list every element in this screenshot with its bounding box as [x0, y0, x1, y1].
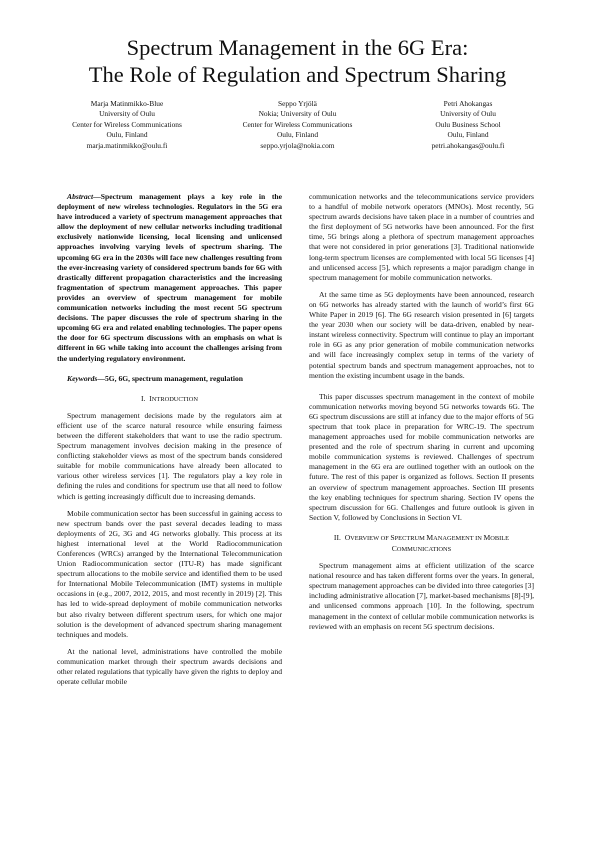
heading-letter: S — [390, 532, 395, 542]
author-affiliation: University of Oulu — [99, 109, 155, 119]
heading-text: VERVIEW OF — [350, 534, 391, 542]
keywords — [57, 374, 282, 384]
author-location: Oulu, Finland — [447, 130, 489, 140]
paragraph: Spectrum management aims at efficient utilization of the scarce national resource and has taken different forms over the years. In general, spectrum management approaches can be divided into three categories [3] including administrative allocation [7], market-based mechanisms [8]-[9], and unlicensed commons approach [10]. In the following, spectrum management in the context of cellular mobile communication networks is reviewed with an emphasis on recent 5G spectrum decisions. — [309, 561, 534, 631]
paragraph: Spectrum management decisions made by the regulators aim at efficient use of the scarce natural resource while ensuring fairness between the different stakeholders that want to use the radio spectrum. Spectrum management involves decision making in the presence of conflicting stakeholder views as most of the spectrum bands considered suitable for mobile communications have already been allocated to various other wireless services [1]. The regulators play a key role in defining the rules and conditions for spectrum use that all need to follow which is getting increasingly difficult due to increasing demands. — [57, 410, 282, 501]
author-3 — [383, 99, 553, 151]
paragraph: At the same time as 5G deployments have been announced, research on 6G networks has already started with the launch of world’s first 6G White Paper in 2019 [6]. The 6G research vision presented in [6] targets the year 2030 when our society will be data-driven, enabled by near-instant wireless connectivity. Spectrum will continue to play an important role in 6G as any prior generation of mobile communication networks and will face increasingly complex setup in terms of the variety of potential spectrum bands and spectrum management approaches, not to mention the existing incumbent usage in the bands. — [309, 289, 534, 380]
right-column — [309, 192, 534, 632]
section-title-rest: NTRODUCTION — [151, 395, 198, 403]
section-title-initial: I — [149, 393, 152, 403]
author-name: Seppo Yrjölä — [278, 99, 317, 108]
author-affiliation: University of Oulu — [440, 109, 496, 119]
heading-text: OBILE — [490, 534, 510, 542]
paragraph: At the national level, administrations have controlled the mobile communication market through their spectrum awards decisions and other related regulations that typically have given the rights to deploy and operate cellular mobile — [57, 646, 282, 687]
author-department: Center for Wireless Communications — [72, 119, 182, 129]
keywords-label: Keywords — [67, 373, 98, 383]
author-2 — [213, 99, 383, 151]
author-location: Oulu, Finland — [276, 130, 319, 140]
abstract — [57, 192, 282, 364]
author-department: Center for Wireless Communications — [242, 119, 353, 129]
heading-text: PECTRUM — [394, 534, 427, 542]
section-heading-introduction — [57, 394, 282, 405]
left-column — [57, 192, 282, 687]
author-email: petri.ahokangas@oulu.fi — [431, 140, 505, 150]
author-block — [42, 99, 553, 151]
author-name: Petri Ahokangas — [443, 99, 493, 108]
author-location: Oulu, Finland — [106, 130, 148, 140]
section-number: II. — [333, 532, 341, 542]
author-name: Marja Matinmikko-Blue — [90, 99, 164, 108]
title-line-2: The Role of Regulation and Spectrum Sharing — [88, 62, 507, 87]
author-email: seppo.yrjola@nokia.com — [260, 140, 335, 150]
heading-text: ANAGEMENT IN — [433, 534, 484, 542]
abstract-text: —Spectrum management plays a key role in the deployment of new wireless technologies. Regulators in the 5G era have introduced a variety of spectrum management approaches that allow the deployment of new cellular networks including traditional exclusively nationwide licensing, local licensing and unlicensed approaches involving varying levels of spectrum sharing. The upcoming 6G era in the 2030s will face new challenges resulting from the ever-increasing variety of considered spectrum bands for 6G with drastically different propagation characteristics and the increasing fragmentation of spectrum management approaches. This paper provides an overview of spectrum management for mobile communication networks including the most recent 5G spectrum decisions. The paper discusses the role of spectrum sharing in the upcoming 6G era and related enabling technologies. The paper opens the door for 6G spectrum discussions with an emphasis on what is different in 6G while taking into account the challenges arising from the underlying regulatory environment. — [57, 192, 282, 363]
paper-title — [40, 34, 555, 88]
heading-letter: M — [426, 532, 434, 542]
paragraph: Mobile communication sector has been successful in gaining access to new spectrum bands over the past several decades leading to mass deployments of 2G, 3G and 4G networks globally. This process at its highest international level at the World Radiocommunication Conferences (WRCs) arranged by the International Telecommunication Union Radiocommunication sector (ITU-R) has made significant spectrum allocations to the mobile service and identified them to be used for International Mobile Telecommunication (IMT) systems in multiple occasions in (e.g., 2007, 2012, 2015, and most recently in 2019) [2]. This has led to wide-spread deployment of mobile communication networks but also rivalry between different spectrum users, for which one major solution is the development of advanced spectrum sharing management techniques and models. — [57, 508, 282, 639]
heading-text: OMMUNICATIONS — [396, 546, 452, 553]
title-line-1: Spectrum Management in the 6G Era: — [126, 35, 469, 60]
heading-letter: M — [483, 532, 491, 542]
paragraph: This paper discusses spectrum management in the context of mobile communication networks moving beyond 5G networks towards 6G. The 6G spectrum discussions are still at infancy due to the major efforts of 5G spectrum that took place in preparation for WRC-19. The spectrum management approaches used for mobile communication networks are presented and the role of spectrum sharing in current and upcoming mobile communication systems is reviewed. Challenges of spectrum management in the 6G era are outlined together with an outlook on the future. The rest of this paper is organized as follows. Section II presents an overview of spectrum management approaches. Section III presents the key enabling techniques for spectrum sharing. Section IV opens the spectrum discussion for 6G. Challenges and future outlook is given in Section V, followed by Conclusions in Section VI. — [309, 391, 534, 522]
author-email: marja.matinmikko@oulu.fi — [86, 140, 168, 150]
author-affiliation: Nokia; University of Oulu — [258, 109, 337, 119]
paragraph: communication networks and the telecommunications service providers to a handful of mobile network operators (MNOs). Most recently, 5G spectrum awards decisions have taken place in a number of countries and the first deployment of 5G networks have been announced. For the first time, 5G brings along a plethora of spectrum management approaches that were not considered in prior generations [3]. Traditional nationwide long-term spectrum licenses are complemented with local 5G licenses [4] and unlicensed access [5], which represents a major paradigm change in spectrum management for mobile communication networks. — [309, 192, 534, 282]
abstract-label: Abstract — [67, 192, 94, 201]
heading-letter: C — [391, 544, 397, 553]
keywords-text: —5G, 6G, spectrum management, regulation — [97, 373, 243, 383]
section-number: I. — [141, 393, 146, 403]
section-heading-overview — [309, 533, 534, 555]
author-department: Oulu Business School — [435, 119, 501, 129]
heading-letter: O — [344, 532, 351, 542]
author-1 — [42, 99, 212, 151]
